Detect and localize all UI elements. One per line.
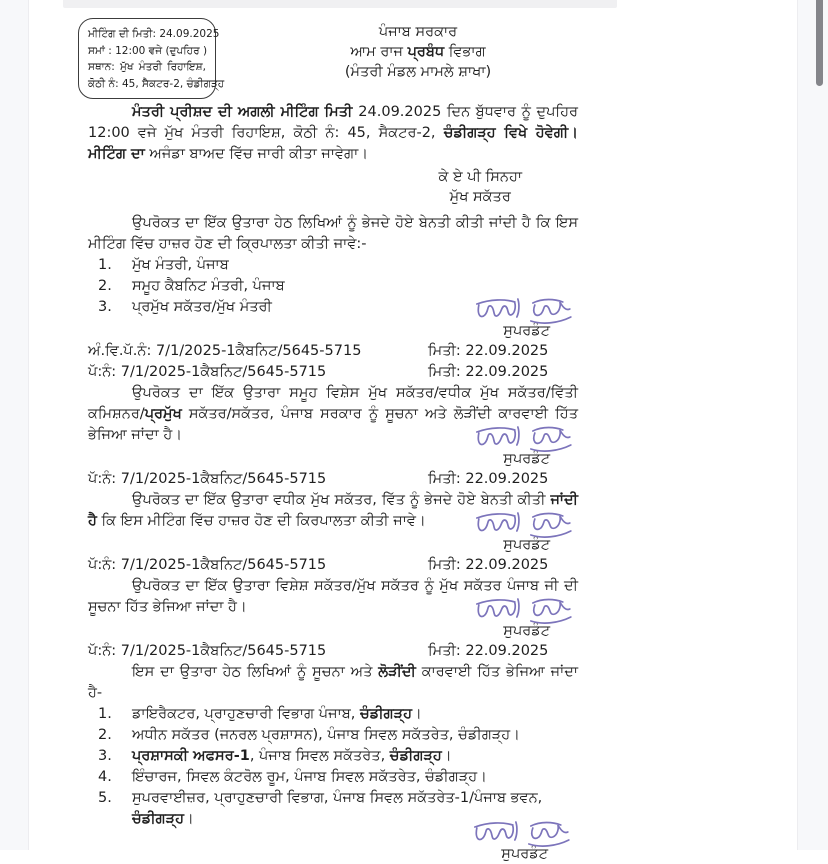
reference-row [88, 555, 578, 576]
item-text: ਮੁੱਖ ਮੰਤਰੀ, ਪੰਜਾਬ [132, 257, 229, 273]
item-number: 3. [98, 299, 112, 315]
letterhead-area [88, 0, 578, 102]
reference-date: ਮਿਤੀ: 22.09.2025 [428, 643, 549, 659]
item-text: ਇੰਚਾਰਜ, ਸਿਵਲ ਕੰਟਰੋਲ ਰੂਮ, ਪੰਜਾਬ ਸਿਵਲ ਸਕੱਤਰੇਤ, ਚੰਡੀਗੜ੍ਹ। [132, 769, 487, 785]
item-text: ਡਾਇਰੈਕਟਰ, ਪ੍ਰਾਹੁਣਚਾਰੀ ਵਿਭਾਗ ਪੰਜਾਬ, ਚੰਡੀਗੜ੍ਹ। [132, 706, 422, 722]
scrollbar-track[interactable] [797, 0, 828, 850]
item-text: ਅਧੀਨ ਸਕੱਤਰ (ਜਨਰਲ ਪ੍ਰਸ਼ਾਸਨ), ਪੰਜਾਬ ਸਿਵਲ ਸਕੱਤਰੇਤ, ਚੰਡੀਗੜ੍ਹ। [132, 727, 520, 743]
signature-block [503, 621, 550, 641]
superintendent-label: ਸੁਪਰਡੰਟ [503, 323, 550, 339]
list-item [88, 767, 578, 788]
item-number: 1. [98, 257, 112, 273]
item-text: ਸੁਪਰਵਾਈਜ਼ਰ, ਪ੍ਰਾਹੁਣਚਾਰੀ ਵਿਭਾਗ, ਪੰਜਾਬ ਸਿਵਲ ਸਕੱਤਰੇਤ-1/ਪੰਜਾਬ ਭਵਨ, ਚੰਡੀਗੜ੍ਹ। [132, 790, 543, 827]
item-number: 4. [98, 769, 112, 785]
meeting-time-line: ਸਮਾਂ : 12:00 ਵਜੇ (ਦੁਪਹਿਰ ) [88, 44, 208, 57]
meeting-notice-paragraph: ਮੰਤਰੀ ਪ੍ਰੀਸ਼ਦ ਦੀ ਅਗਲੀ ਮੀਟਿੰਗ ਮਿਤੀ 24.09.2025 ਦਿਨ ਬੁੱਧਵਾਰ ਨੂੰ ਦੁਪਹਿਰ 12:00 ਵਜੇ ਮੁੱਖ ਮੰਤਰੀ ਰਿਹਾਇਸ਼, ਕੋਠੀ ਨੰ: 45, ਸੈਕਟਰ-2, ਚੰਡੀਗੜ੍ਹ ਵਿਖੇ ਹੋਵੇਗੀ। ਮੀਟਿੰਗ ਦਾ ਅਜੰਡਾ ਬਾਅਦ ਵਿੱਚ ਜਾਰੀ ਕੀਤਾ ਜਾਵੇਗਾ। [88, 104, 579, 162]
department-title: ਆਮ ਰਾਜ ਪ੍ਰਬੰਧ ਵਿਭਾਗ [350, 44, 486, 60]
branch-title: (ਮੰਤਰੀ ਮੰਡਲ ਮਾਮਲੇ ਸ਼ਾਖਾ) [344, 64, 492, 80]
meeting-info-box [78, 18, 225, 99]
signature-block [503, 449, 550, 469]
reference-row [88, 341, 578, 362]
letterhead [328, 22, 508, 82]
reference-number: ਪੱ:ਨੰ: 7/1/2025-1ਕੈਬਨਿਟ/5645-5715 [88, 471, 327, 487]
reference-row [88, 641, 578, 662]
reference-date: ਮਿਤੀ: 22.09.2025 [428, 471, 549, 487]
list-item [88, 276, 578, 297]
meeting-date-line: ਮੀਟਿੰਗ ਦੀ ਮਿਤੀ: 24.09.2025 [88, 28, 220, 40]
list-item [88, 788, 578, 830]
superintendent-label: ਸੁਪਰਡੰਟ [503, 451, 550, 467]
signatory-designation: ਮੁੱਖ ਸਕੱਤਰ [449, 189, 511, 205]
left-gutter [0, 0, 29, 850]
copy-to-secretaries-paragraph: ਉਪਰੋਕਤ ਦਾ ਇੱਕ ਉਤਾਰਾ ਸਮੂਹ ਵਿਸ਼ੇਸ ਮੁੱਖ ਸਕੱਤਰ/ਵਧੀਕ ਮੁੱਖ ਸਕੱਤਰ/ਵਿੱਤੀ ਕਮਿਸ਼ਨਰ/ਪ੍ਰਮੁੱਖ ਸਕੱਤਰ/ਸਕੱਤਰ, ਪੰਜਾਬ ਸਰਕਾਰ ਨੂੰ ਸੂਚਨਾ ਅਤੇ ਲੋੜੀਂਦੀ ਕਾਰਵਾਈ ਹਿੱਤ ਭੇਜਿਆ ਜਾਂਦਾ ਹੈ। [88, 385, 578, 443]
item-number: 2. [98, 278, 112, 294]
list-item [88, 255, 578, 276]
meeting-venue-line: ਸਥਾਨ: ਮੁੱਖ ਮੰਤਰੀ ਰਿਹਾਇਸ਼, [88, 61, 206, 73]
distribution-paragraph: ਇਸ ਦਾ ਉਤਾਰਾ ਹੇਠ ਲਿਖਿਆਂ ਨੂੰ ਸੂਚਨਾ ਅਤੇ ਲੋੜੀਂਦੀ ਕਾਰਵਾਈ ਹਿੱਤ ਭੇਜਿਆ ਜਾਂਦਾ ਹੈ- [88, 664, 578, 701]
signature-block [503, 321, 550, 341]
item-text: ਪ੍ਰਮੁੱਖ ਸਕੱਤਰ/ਮੁੱਖ ਮੰਤਰੀ [132, 299, 272, 315]
reference-date: ਮਿਤੀ: 22.09.2025 [428, 364, 549, 380]
list-item [88, 746, 578, 767]
government-title: ਪੰਜਾਬ ਸਰਕਾਰ [378, 24, 458, 40]
item-number: 1. [98, 706, 112, 722]
item-number: 3. [98, 748, 112, 764]
reference-number: ਪੱ:ਨੰ: 7/1/2025-1ਕੈਬਨਿਟ/5645-5715 [88, 364, 327, 380]
superintendent-label: ਸੁਪਰਡੰਟ [503, 623, 550, 639]
distribution-list [88, 704, 578, 830]
invitee-list [88, 255, 578, 318]
item-text: ਸਮੂਹ ਕੈਬਨਿਟ ਮੰਤਰੀ, ਪੰਜਾਬ [132, 278, 285, 294]
reference-number: ਪੱ:ਨੰ: 7/1/2025-1ਕੈਬਨਿਟ/5645-5715 [88, 643, 327, 659]
reference-number: ਅੰ.ਵਿ.ਪੱ.ਨੰ: 7/1/2025-1ਕੈਬਨਿਟ/5645-5715 [88, 343, 362, 359]
reference-date: ਮਿਤੀ: 22.09.2025 [428, 343, 549, 359]
reference-date: ਮਿਤੀ: 22.09.2025 [428, 557, 549, 573]
scrollbar-thumb[interactable] [816, 0, 823, 86]
document-page [88, 0, 578, 864]
list-item [88, 725, 578, 746]
superintendent-label: ਸੁਪਰਡੰਟ [503, 537, 550, 553]
copy-to-finance-paragraph: ਉਪਰੋਕਤ ਦਾ ਇੱਕ ਉਤਾਰਾ ਵਧੀਕ ਮੁੱਖ ਸਕੱਤਰ, ਵਿੱਤ ਨੂੰ ਭੇਜਦੇ ਹੋਏ ਬੇਨਤੀ ਕੀਤੀ ਜਾਂਦੀ ਹੈ ਕਿ ਇਸ ਮੀਟਿੰਗ ਵਿੱਚ ਹਾਜ਼ਰ ਹੋਣ ਦੀ ਕਿਰਪਾਲਤਾ ਕੀਤੀ ਜਾਵੇ। [88, 492, 578, 529]
signature-block [501, 844, 548, 864]
item-number: 5. [98, 790, 112, 806]
reference-row [88, 362, 578, 383]
reference-row [88, 469, 578, 490]
list-item [88, 297, 578, 318]
copy-to-special-secretary-paragraph: ਉਪਰੋਕਤ ਦਾ ਇੱਕ ਉਤਾਰਾ ਵਿਸ਼ੇਸ਼ ਸਕੱਤਰ/ਮੁੱਖ ਸਕੱਤਰ ਨੂੰ ਮੁੱਖ ਸਕੱਤਰ ਪੰਜਾਬ ਜੀ ਦੀ ਸੂਚਨਾ ਹਿੱਤ ਭੇਜਿਆ ਜਾਂਦਾ ਹੈ। [88, 578, 578, 615]
reference-number: ਪੱ:ਨੰ: 7/1/2025-1ਕੈਬਨਿਟ/5645-5715 [88, 557, 327, 573]
signatory-name: ਕੇ ਏ ਪੀ ਸਿਨਹਾ [438, 169, 522, 185]
signatory-block [438, 167, 522, 207]
superintendent-label: ਸੁਪਰਡੰਟ [501, 846, 548, 862]
item-text: ਪ੍ਰਸ਼ਾਸਕੀ ਅਫਸਰ-1, ਪੰਜਾਬ ਸਿਵਲ ਸਕੱਤਰੇਤ, ਚੰਡੀਗੜ੍ਹ। [132, 748, 452, 764]
meeting-address-line: ਕੋਠੀ ਨੰ: 45, ਸੈਕਟਰ-2, ਚੰਡੀਗੜ੍ਹ [88, 77, 225, 90]
list-item [88, 704, 578, 725]
request-paragraph: ਉਪਰੋਕਤ ਦਾ ਇੱਕ ਉਤਾਰਾ ਹੇਠ ਲਿਖਿਆਂ ਨੂੰ ਭੇਜਦੇ ਹੋਏ ਬੇਨਤੀ ਕੀਤੀ ਜਾਂਦੀ ਹੈ ਕਿ ਇਸ ਮੀਟਿੰਗ ਵਿੱਚ ਹਾਜ਼ਰ ਹੋਣ ਦੀ ਕ੍ਰਿਪਾਲਤਾ ਕੀਤੀ ਜਾਵੇ:- [88, 215, 578, 252]
signature-block [503, 535, 550, 555]
item-number: 2. [98, 727, 112, 743]
